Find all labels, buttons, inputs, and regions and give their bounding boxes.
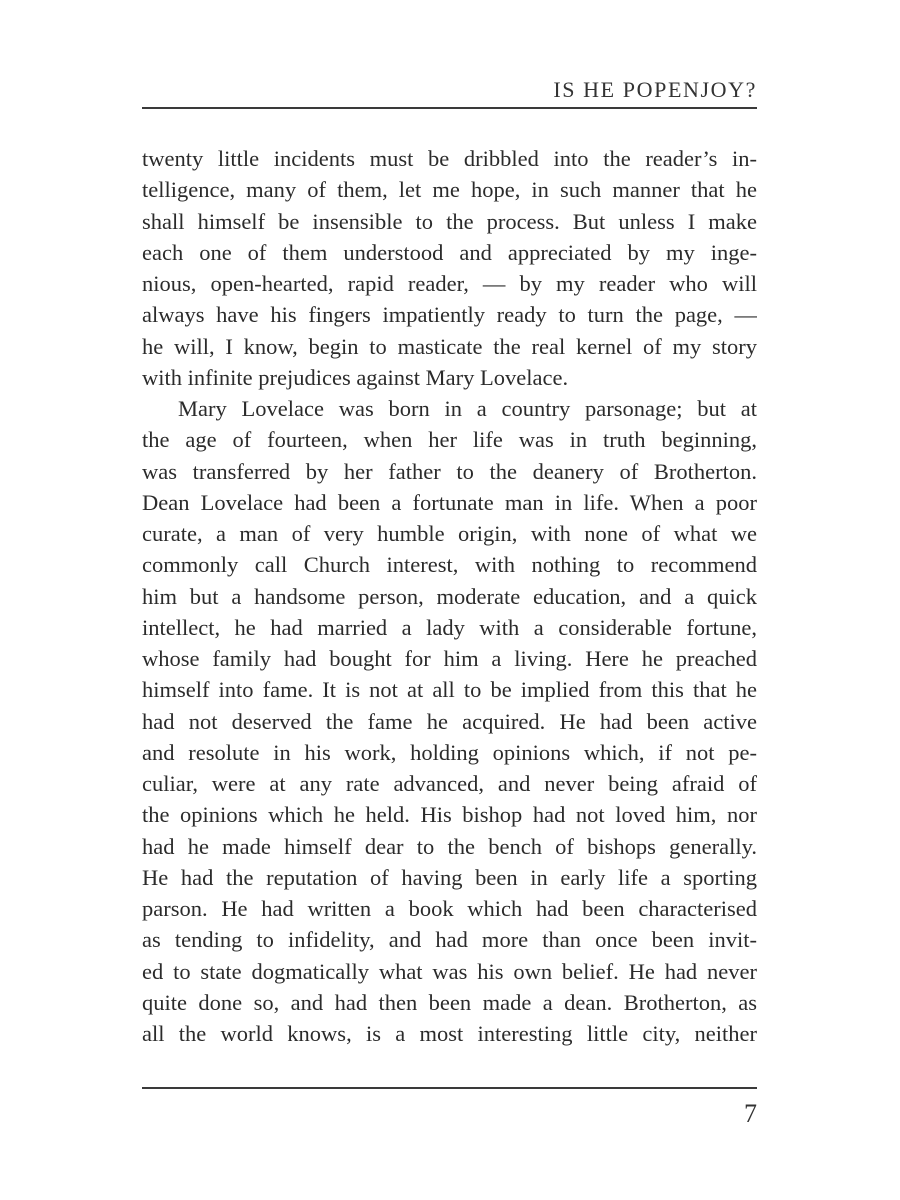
running-head: IS HE POPENJOY?	[553, 77, 757, 102]
text-line: curate, a man of very humble origin, with none of what we	[142, 521, 757, 546]
text-line: culiar, were at any rate advanced, and never being afraid of	[142, 771, 757, 796]
text-line: had he made himself dear to the bench of bishops generally.	[142, 833, 757, 859]
footer-rule	[142, 1087, 757, 1089]
text-line: parson. He had written a book which had been characterised	[142, 896, 757, 921]
text-line: had not deserved the fame he acquired. He had been active	[142, 708, 757, 734]
text-line: and resolute in his work, holding opinions which, if not pe-	[142, 739, 757, 765]
text-line: telligence, many of them, let me hope, in such manner that he	[142, 177, 757, 203]
header-rule	[142, 107, 757, 109]
text-line: the age of fourteen, when her life was in truth beginning,	[142, 427, 757, 453]
text-line: as tending to infidelity, and had more than once been invit-	[142, 927, 757, 953]
page-number: 7	[744, 1099, 757, 1128]
text-line: each one of them understood and appreciated by my inge-	[142, 239, 757, 265]
text-line: nious, open-hearted, rapid reader, — by my reader who will	[142, 271, 757, 296]
text-line: always have his fingers impatiently ready to turn the page, —	[142, 302, 757, 328]
text-line: whose family had bought for him a living. Here he preached	[142, 646, 757, 671]
text-line: intellect, he had married a lady with a considerable fortune,	[142, 614, 757, 640]
text-line: with infinite prejudices against Mary Lovelace.	[142, 364, 569, 390]
body-text	[142, 143, 757, 1049]
text-line: Dean Lovelace had been a fortunate man in life. When a poor	[142, 489, 757, 515]
text-line: he will, I know, begin to masticate the real kernel of my story	[142, 333, 757, 359]
text-line: Mary Lovelace was born in a country parsonage; but at	[178, 396, 757, 421]
text-line: commonly call Church interest, with nothing to recommend	[142, 552, 757, 578]
text-line: the opinions which he held. His bishop had not loved him, nor	[142, 802, 757, 828]
text-line: himself into fame. It is not at all to be implied from this that he	[142, 677, 757, 703]
text-line: quite done so, and had then been made a dean. Brotherton, as	[142, 989, 757, 1015]
text-line: ed to state dogmatically what was his own belief. He had never	[142, 958, 757, 984]
text-line: him but a handsome person, moderate education, and a quick	[142, 583, 757, 609]
text-line: all the world knows, is a most interesting little city, neither	[142, 1021, 757, 1046]
text-line: shall himself be insensible to the process. But unless I make	[142, 208, 757, 234]
text-line: He had the reputation of having been in early life a sporting	[142, 864, 757, 890]
text-line: was transferred by her father to the deanery of Brotherton.	[142, 458, 757, 484]
text-line: twenty little incidents must be dribbled into the reader’s in-	[142, 146, 757, 171]
